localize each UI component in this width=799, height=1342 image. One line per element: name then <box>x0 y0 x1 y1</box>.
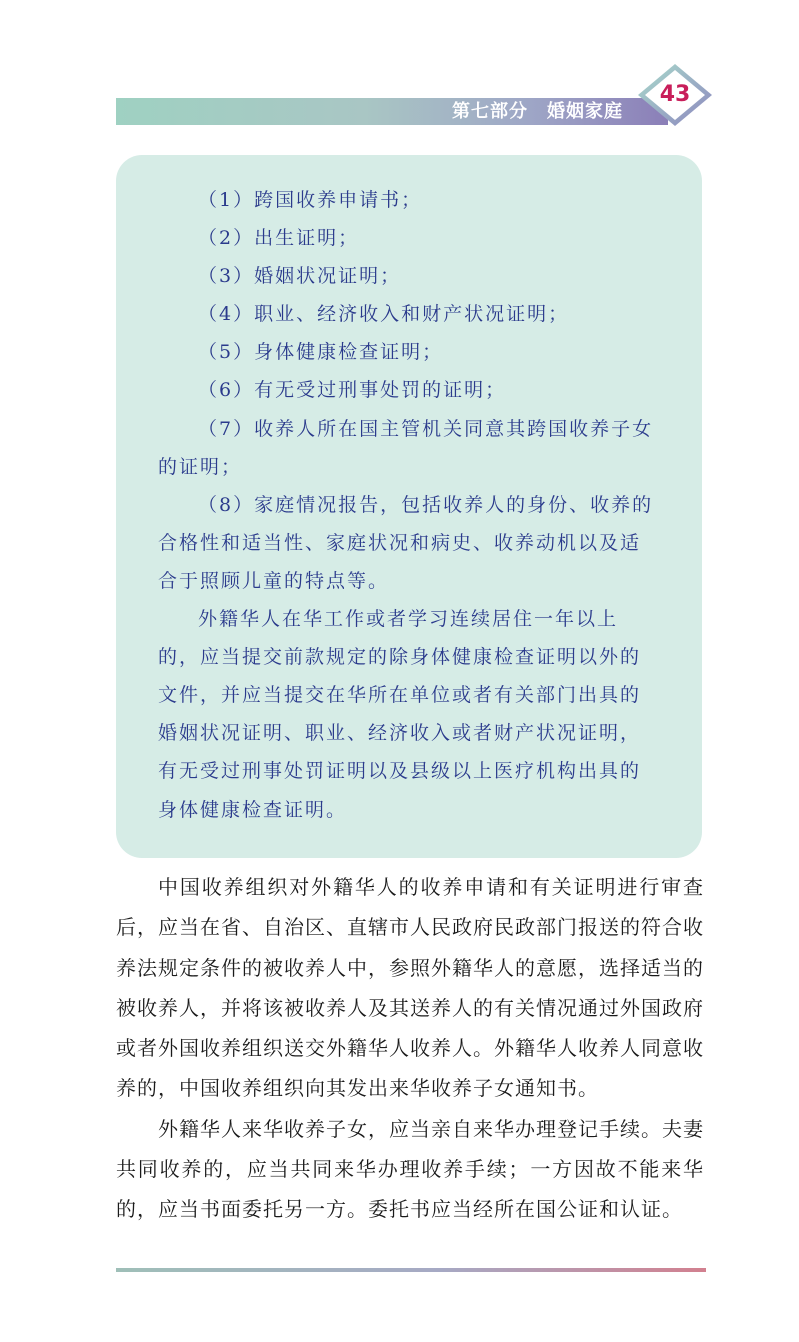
list-item: （5）身体健康检查证明； <box>198 341 444 364</box>
body-paragraph: 外籍华人来华收养子女，应当亲自来华办理登记手续。夫妻共同收养的，应当共同来华办理收养手续；一方因故不能来华的，应当书面委托另一方。委托书应当经所在国公证和认证。 <box>116 1116 704 1222</box>
list-item: （2）出生证明； <box>198 227 360 250</box>
page-number: 43 <box>659 82 691 107</box>
list-item: （7）收养人所在国主管机关同意其跨国收养子女的证明； <box>158 417 654 478</box>
list-item: （1）跨国收养申请书； <box>198 189 423 211</box>
box-paragraph: 外籍华人在华工作或者学习连续居住一年以上的，应当提交前款规定的除身体健康检查证明以外的文件，并应当提交在华所在单位或者有关部门出具的婚姻状况证明、职业、经济收入或者财产状况证明，有无受过刑事处罚证明以及县级以上医疗机构出具的身体健康检查证明。 <box>158 608 642 821</box>
section-title: 第七部分 婚姻家庭 <box>452 101 623 122</box>
requirements-list <box>158 181 658 829</box>
body-paragraph: 中国收养组织对外籍华人的收养申请和有关证明进行审查后，应当在省、自治区、直辖市人民政府民政部门报送的符合收养法规定条件的被收养人中，参照外籍华人的意愿，选择适当的被收养人，并将该被收养人及其送养人的有关情况通过外国政府或者外国收养组织送交外籍华人收养人。外籍华人收养人同意收养的，中国收养组织向其发出来华收养子女通知书。 <box>116 875 704 1101</box>
footer-rule <box>116 1268 706 1272</box>
list-item: （4）职业、经济收入和财产状况证明； <box>198 303 570 326</box>
body-text <box>116 867 704 1230</box>
list-item: （6）有无受过刑事处罚的证明； <box>198 379 507 402</box>
list-item: （3）婚姻状况证明； <box>198 265 402 288</box>
list-item: （8）家庭情况报告，包括收养人的身份、收养的合格性和适当性、家庭状况和病史、收养动机以及适合于照顾儿童的特点等。 <box>158 493 654 592</box>
